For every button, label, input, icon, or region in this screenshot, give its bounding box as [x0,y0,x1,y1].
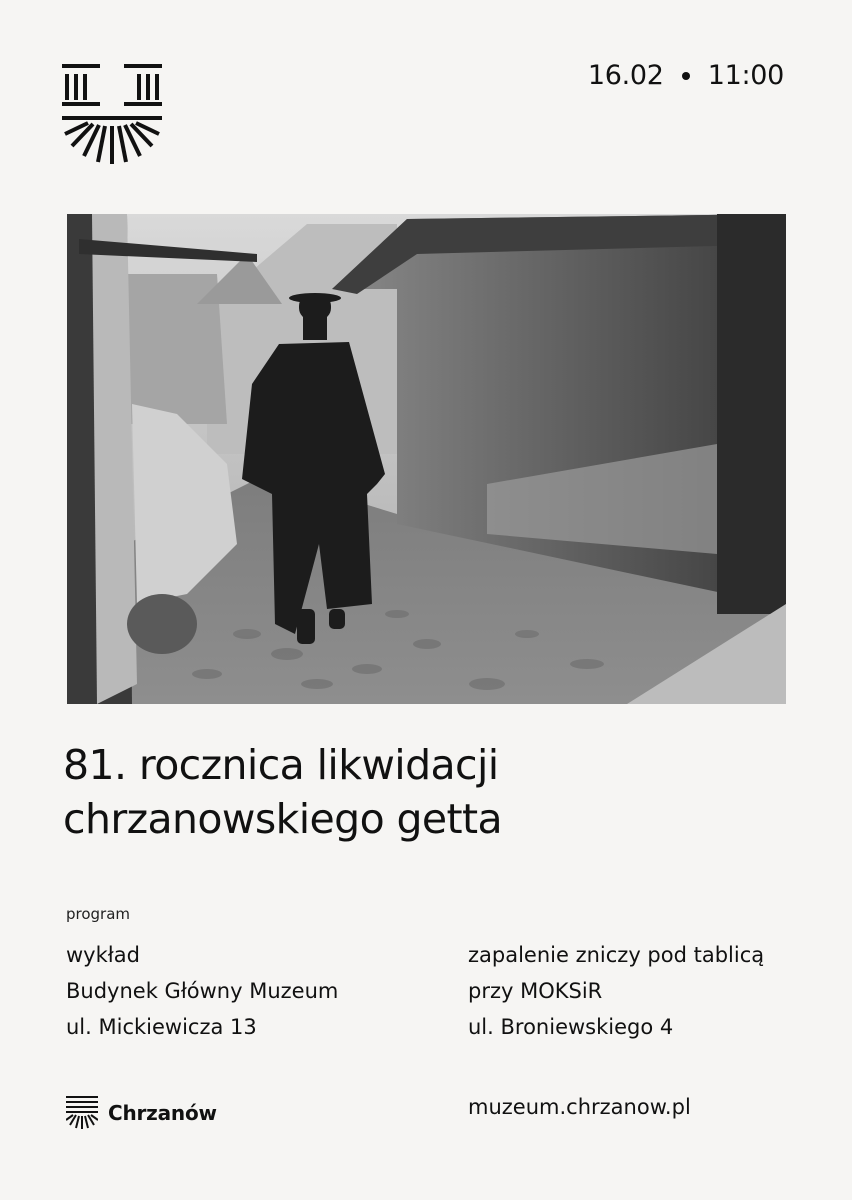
museum-gate-sunrise-icon [62,64,162,168]
program-label: program [66,905,131,923]
lecture-venue: Budynek Główny Muzeum [66,979,339,1003]
museum-logo-icon [62,64,162,168]
separator-dot [682,72,690,80]
chrzanow-sun-icon [66,1096,98,1130]
title-line-2: chrzanowskiego getta [63,795,503,843]
chrzanow-brand [66,1096,217,1130]
event-datetime [588,60,784,91]
title-line-1: 81. rocznica likwidacji [63,741,499,789]
page-title [63,738,823,846]
candles-address: ul. Broniewskiego 4 [468,1015,674,1039]
candles-venue: przy MOKSiR [468,979,603,1003]
website-link[interactable]: muzeum.chrzanow.pl [468,1095,691,1119]
program-candles [468,937,764,1045]
brand-name: Chrzanów [108,1101,217,1125]
ghetto-street-photo [67,214,786,704]
event-time: 11:00 [707,60,784,91]
program-lecture [66,937,338,1045]
lecture-title: wykład [66,943,140,967]
event-date: 16.02 [587,60,664,91]
lecture-address: ul. Mickiewicza 13 [66,1015,257,1039]
candles-title: zapalenie zniczy pod tablicą [468,943,765,967]
